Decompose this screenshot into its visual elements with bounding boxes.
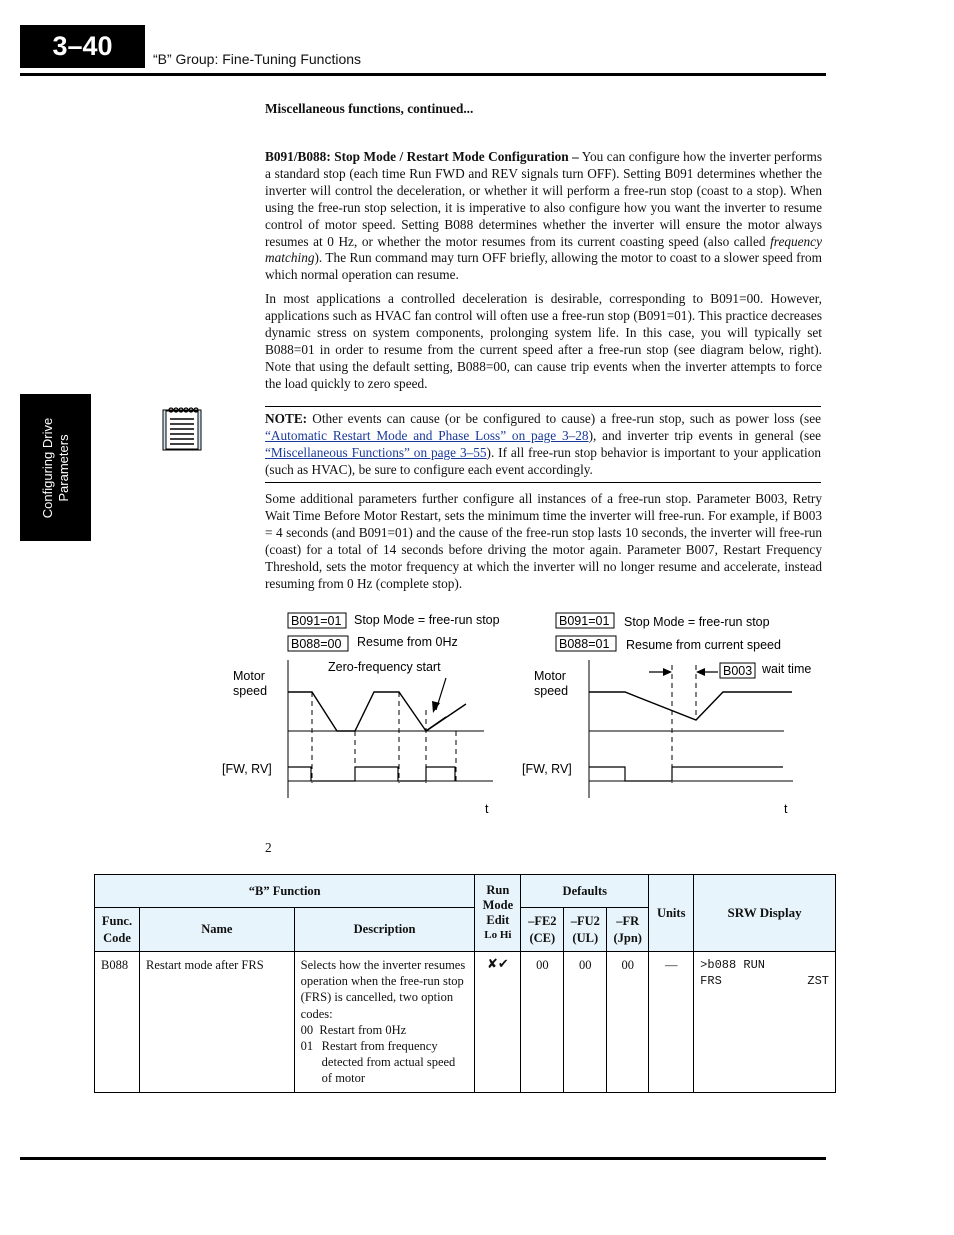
side-tab-line2: Parameters [55,433,71,502]
func-code-cell: B088 [95,952,140,1093]
right-y-label-speed: speed [534,684,569,698]
parameter-table [94,874,836,1093]
units-cell: — [649,952,694,1093]
fe2-default-cell: 00 [521,952,564,1093]
name-header: Name [139,908,294,952]
right-wait-time-text: wait time [762,662,812,676]
fr-header: –FR (Jpn) [607,908,649,952]
page-number: 3–40 [20,25,145,68]
right-speed-curve [589,692,792,720]
link-automatic-restart[interactable]: “Automatic Restart Mode and Phase Loss” on page 3–28 [265,427,589,443]
paragraph-additional-parameters: Some additional parameters further configure all instances of a free-run stop. Parameter B003, Retry Wait Time Before Motor Restart, sets the minimum time the inverter will free-run. For example, if B003 = 4 seconds (and B091=01) and the cause of the free-run stop lasts 10 seconds, the inverter will free-run (coast) for a total of 14 seconds before driving the motor again. Parameter B007, Restart Frequency Threshold, sets the motor frequency at which the inverter will no longer resume and accelerate, instead resuming from 0 Hz (complete stop). [265,491,822,591]
units-header: Units [649,875,694,952]
fu2-default-cell: 00 [564,952,607,1093]
func-code-header: Func. Code [95,908,140,952]
stop-restart-diagram [200,605,820,825]
run-mode-header: Run Mode Edit Lo Hi [475,875,521,952]
left-stop-mode-text: Stop Mode = free-run stop [354,613,500,627]
notepad-icon [160,406,204,452]
paragraph-italic: frequency matching [265,233,822,266]
left-resume-text: Resume from 0Hz [357,635,458,649]
header-title: “B” Group: Fine-Tuning Functions [153,51,362,67]
note-text: Other events can cause (or be configured to cause) a free-run stop, such as power loss (see [307,411,821,426]
side-tab-line1: Configuring Drive [39,417,55,518]
fu2-header: –FU2 (UL) [564,908,607,952]
description-cell: Selects how the inverter resumes operation when the free-run stop (FRS) is cancelled, two option codes: 00 Restart from 0Hz 01 Restart from frequency detected from actual speed of motor [294,952,475,1093]
srw-display-header: SRW Display [694,875,836,952]
right-y-label-motor: Motor [534,669,566,683]
right-b088-label: B088=01 [559,637,610,651]
link-miscellaneous-functions[interactable]: “Miscellaneous Functions” on page 3–55 [265,444,487,460]
figure-number: 2 [265,840,272,855]
fr-default-cell: 00 [607,952,649,1093]
left-y-label-motor: Motor [233,669,265,683]
table-row [95,952,836,1093]
right-stop-mode-text: Stop Mode = free-run stop [624,615,770,629]
left-y-label-speed: speed [233,684,268,698]
note-label: NOTE: [265,411,308,426]
run-mode-edit-cell: ✘✔ [475,952,521,1093]
right-resume-text: Resume from current speed [626,638,781,652]
left-signal-label: [FW, RV] [222,762,272,776]
paragraph-text: ). The Run command may turn OFF briefly, allowing the motor to coast to a slower speed from which normal operation can resume. [265,250,822,283]
section-heading: Miscellaneous functions, continued... [265,101,474,116]
header-rule [20,73,826,76]
right-b003-label: B003 [723,664,753,678]
paragraph-text: You can configure how the inverter performs a standard stop (each time Run FWD and REV signals turn OFF). Setting B091 determines whether the inverter will control the deceleration, or whether it will perform a free-run stop (coast to a stop). When using the free-run stop selection, it is imperative to also configure how you want the inverter to resume control of motor speed. Setting B088 determines whether the inverter will ensure the motor always resumes at 0 Hz, or whether the motor resumes from its current coasting speed (also called [265,149,822,249]
side-tab [20,394,91,541]
fe2-header: –FE2 (CE) [521,908,564,952]
paragraph-stop-mode [265,149,822,284]
paragraph-lead: B091/B088: Stop Mode / Restart Mode Configuration – [265,149,579,164]
left-fwrv-signal [288,767,455,781]
left-t-label: t [485,802,489,816]
note-text: ). If all free-run stop behavior is important to your application (such as HVAC), be sure to configure each event accordingly. [265,444,821,477]
srw-display-cell: >b088 RUN FRS ZST [694,952,836,1093]
name-cell: Restart mode after FRS [139,952,294,1093]
footer-rule [20,1157,826,1160]
left-b091-label: B091=01 [291,614,342,628]
left-speed-curve [288,692,426,731]
right-t-label: t [784,802,788,816]
right-signal-label: [FW, RV] [522,762,572,776]
defaults-header: Defaults [521,875,649,908]
group-header: “B” Function [95,875,475,908]
paragraph-applications: In most applications a controlled deceleration is desirable, corresponding to B091=00. However, applications such as HVAC fan control will often use a free-run stop (B091=01). This practice decreases dynamic stress on system components, prolonging system life. In this case, you will typically set B088=01 in order to resume from the current speed after a free-run stop (see diagram below, right). Note that using the default setting, B088=00, can cause trip events when the inverter attempts to force the load quickly to zero speed. [265,291,822,391]
note-text: ), and inverter trip events in general (see [588,427,822,443]
zero-frequency-annotation: Zero-frequency start [328,660,441,674]
note-box [265,406,821,483]
right-fwrv-signal [589,767,783,781]
right-b091-label: B091=01 [559,614,610,628]
left-b088-label: B088=00 [291,637,342,651]
description-header: Description [294,908,475,952]
